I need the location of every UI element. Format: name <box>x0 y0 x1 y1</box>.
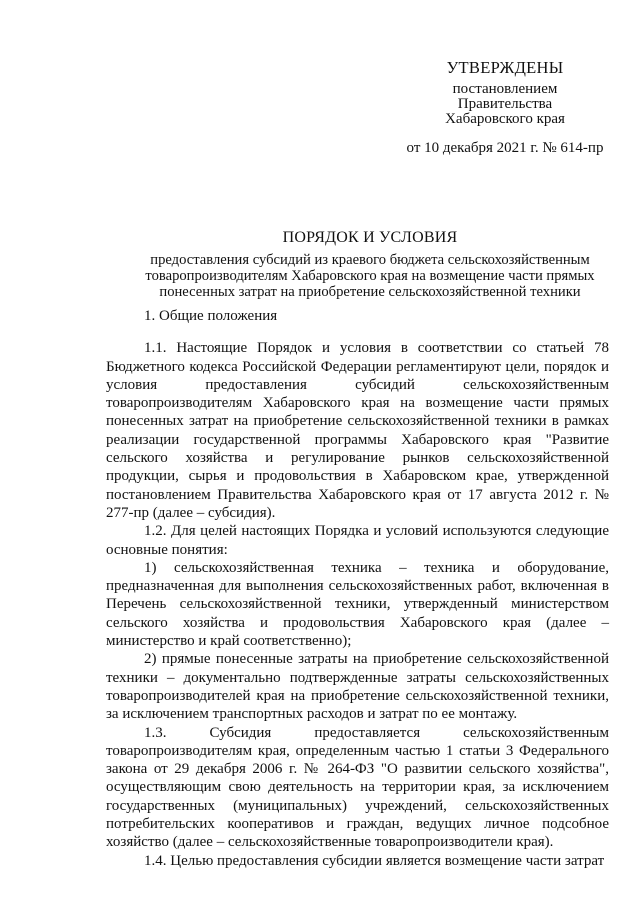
paragraph-1-3: 1.3. Субсидия предоставляется сельскохозяйственным товаропроизводителям края, определенным частью 1 статьи 3 Федерального закона от 29 декабря 2006 г. № 264-ФЗ "О развитии сельского хозяйства", осуществляющим свою деятельность на территории края, за исключением государственных (муниципальных) учреждений, сельскохозяйственных потребительских кооперативов и граждан, ведущих личное подсобное хозяйство (далее – сельскохозяйственные товаропроизводители края). <box>106 724 609 851</box>
approval-line-1: постановлением <box>452 81 558 97</box>
paragraph-1-2-item-1: 1) сельскохозяйственная техника – техника и оборудование, предназначенная для выполнения сельскохозяйственных работ, включенная в Перечень сельскохозяйственной техники, утвержденный министерством сельского хозяйства и продовольствия Хабаровского края (далее – министерство и край соответственно); <box>106 559 609 650</box>
approval-stamp-block <box>395 58 615 157</box>
approval-line-2: Правительства <box>457 96 553 112</box>
paragraph-1-2-item-2: 2) прямые понесенные затраты на приобретение сельскохозяйственной техники – документально подтвержденные затраты сельскохозяйственных товаропроизводителей края на приобретение сельскохозяйственной техники, за исключением транспортных расходов и затрат по ее монтажу. <box>106 651 609 723</box>
section-heading: 1. Общие положения <box>144 308 278 324</box>
paragraph-1-4: 1.4. Целью предоставления субсидии является возмещение части затрат <box>144 852 605 869</box>
document-body <box>106 307 609 870</box>
document-title: ПОРЯДОК И УСЛОВИЯ <box>282 229 458 246</box>
subtitle-line-3: понесенных затрат на приобретение сельскохозяйственной техники <box>159 284 581 300</box>
approval-date-number: от 10 декабря 2021 г. № 614-пр <box>406 140 604 156</box>
subtitle-line-1: предоставления субсидий из краевого бюджета сельскохозяйственным <box>150 252 590 268</box>
subtitle-line-2: товаропроизводителям Хабаровского края на возмещение части прямых <box>145 268 595 284</box>
approval-title: УТВЕРЖДЕНЫ <box>446 58 564 77</box>
paragraph-1-1: 1.1. Настоящие Порядок и условия в соответствии со статьей 78 Бюджетного кодекса Российской Федерации регламентируют цели, порядок и условия предоставления субсидий сельскохозяйственным товаропроизводителям Хабаровского края на возмещение части прямых понесенных затрат на приобретение сельскохозяйственной техники в рамках реализации государственной программы Хабаровского края "Развитие сельского хозяйства и регулирование рынков сельскохозяйственной продукции, сырья и продовольствия в Хабаровском крае, утвержденной постановлением Правительства Хабаровского края от 17 августа 2012 г. № 277-пр (далее – субсидия). <box>106 340 609 521</box>
paragraph-1-2: 1.2. Для целей настоящих Порядка и условий используются следующие основные понятия: <box>106 523 609 558</box>
approval-line-3: Хабаровского края <box>445 111 565 127</box>
document-subtitle <box>0 252 640 300</box>
